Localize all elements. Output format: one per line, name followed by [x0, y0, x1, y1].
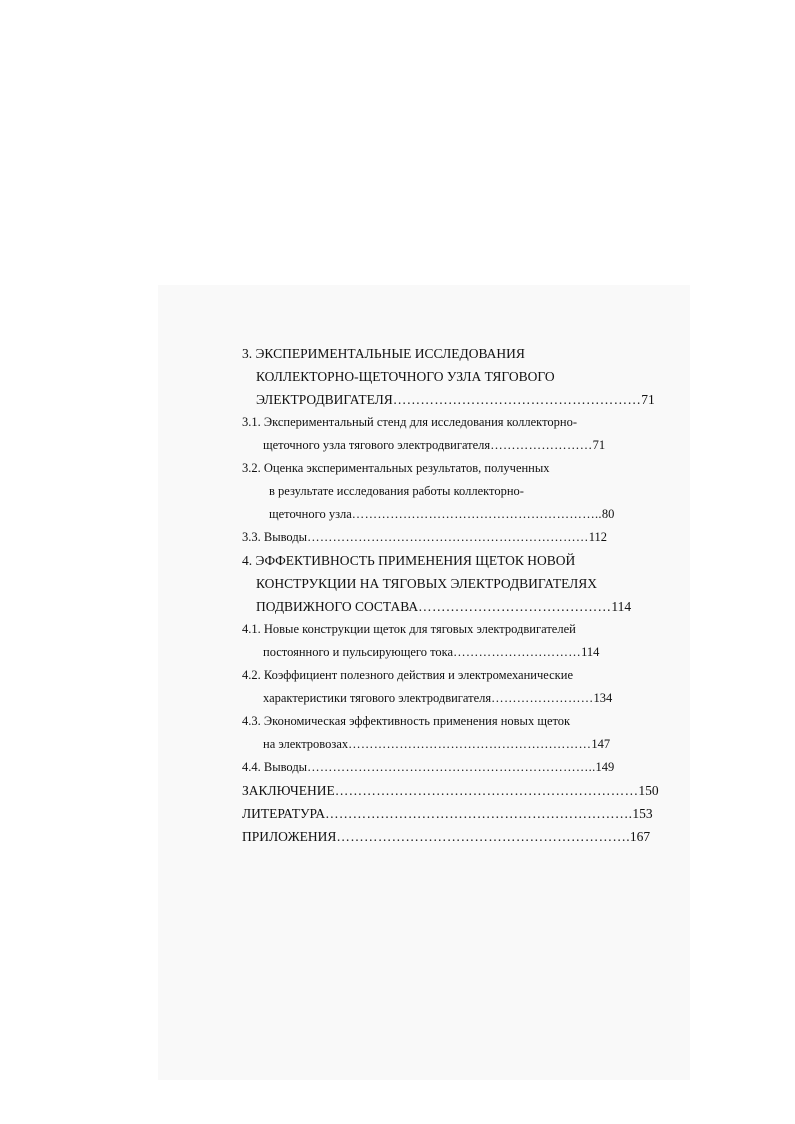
toc-text: характеристики тягового электродвигателя	[263, 691, 492, 705]
dot-leader: ………………………………………………………….	[325, 806, 633, 821]
page-number: 114	[581, 645, 600, 659]
toc-section-3-1-line-2[interactable]	[242, 434, 642, 457]
toc-chapter-3-line-3[interactable]	[242, 388, 655, 411]
toc-section-4-2-line-1	[242, 664, 642, 687]
page-number: 71	[641, 392, 655, 407]
toc-text: КОНСТРУКЦИИ НА ТЯГОВЫХ ЭЛЕКТРОДВИГАТЕЛЯХ	[256, 576, 598, 591]
toc-section-3-2-line-1	[242, 457, 642, 480]
dot-leader: …………………………………………………	[348, 737, 592, 751]
page-number: 167	[629, 829, 651, 844]
toc-text: ЗАКЛЮЧЕНИЕ	[242, 783, 335, 798]
toc-section-3-2-line-3[interactable]	[242, 503, 642, 526]
toc-chapter-4-line-3[interactable]	[242, 595, 642, 618]
toc-text: постоянного и пульсирующего тока	[263, 645, 454, 659]
toc-chapter-3-line-2	[242, 365, 642, 388]
toc-chapter-3-line-1	[242, 342, 642, 365]
toc-section-4-4[interactable]	[242, 756, 642, 779]
toc-section-4-3-line-2[interactable]	[242, 733, 642, 756]
toc-text: 4.2. Коэффициент полезного действия и электромеханические	[242, 668, 573, 682]
page-number: 153	[632, 806, 653, 821]
toc-text: 4. ЭФФЕКТИВНОСТЬ ПРИМЕНЕНИЯ ЩЕТОК НОВОЙ	[242, 553, 576, 568]
toc-text: 4.4. Выводы	[242, 760, 308, 774]
toc-text: ПОДВИЖНОГО СОСТАВА	[256, 599, 419, 614]
toc-text: ЛИТЕРАТУРА	[242, 806, 326, 821]
dot-leader: ……………………	[491, 691, 594, 705]
toc-section-4-1-line-2[interactable]	[242, 641, 642, 664]
toc-text: 3.2. Оценка экспериментальных результатов, полученных	[242, 461, 550, 475]
toc-chapter-4-line-1	[242, 549, 642, 572]
toc-text: в результате исследования работы коллекторно-	[269, 484, 524, 498]
toc-section-3-1-line-1	[242, 411, 642, 434]
dot-leader: …………………………………………………..	[351, 507, 602, 521]
toc-section-3-3[interactable]	[242, 526, 642, 549]
dot-leader: ……………………………………………………….	[336, 829, 630, 844]
toc-literature[interactable]	[242, 802, 653, 825]
dot-leader: …………………………………………………………	[307, 530, 589, 544]
toc-section-4-2-line-2[interactable]	[242, 687, 642, 710]
toc-text: 3.1. Экспериментальный стенд для исследования коллекторно-	[242, 415, 577, 429]
toc-section-4-1-line-1	[242, 618, 642, 641]
toc-chapter-4-line-2	[242, 572, 642, 595]
toc-text: щеточного узла	[269, 507, 352, 521]
toc-text: ЭЛЕКТРОДВИГАТЕЛЯ	[256, 392, 393, 407]
toc-text: ПРИЛОЖЕНИЯ	[242, 829, 337, 844]
toc-text: 3.3. Выводы	[242, 530, 308, 544]
dot-leader: ……………………………………	[418, 599, 612, 614]
toc-section-4-3-line-1	[242, 710, 642, 733]
page-number: 134	[593, 691, 613, 705]
toc-text: 3. ЭКСПЕРИМЕНТАЛЬНЫЕ ИССЛЕДОВАНИЯ	[242, 346, 525, 361]
dot-leader: …………………………………………………………	[334, 783, 639, 798]
toc-conclusion[interactable]	[242, 779, 659, 802]
page-number: 112	[588, 530, 607, 544]
toc-text: на электровозах	[263, 737, 349, 751]
toc-text: щеточного узла тягового электродвигателя	[263, 438, 491, 452]
toc-text: 4.1. Новые конструкции щеток для тяговых электродвигателей	[242, 622, 576, 636]
dot-leader: ……………………	[490, 438, 593, 452]
toc-text: 4.3. Экономическая эффективность применения новых щеток	[242, 714, 571, 728]
toc-appendices[interactable]	[242, 825, 651, 848]
dot-leader: …………………………………………………………..	[307, 760, 596, 774]
page-number: 147	[591, 737, 611, 751]
toc-section-3-2-line-2	[242, 480, 642, 503]
page-number: 150	[638, 783, 659, 798]
page-number: 80	[601, 507, 615, 521]
page-number: 71	[592, 438, 606, 452]
table-of-contents	[242, 342, 659, 848]
page-number: 149	[595, 760, 615, 774]
dot-leader: …………………………	[453, 645, 582, 659]
page-number: 114	[611, 599, 632, 614]
dot-leader: ………………………………………………	[392, 392, 642, 407]
toc-text: КОЛЛЕКТОРНО-ЩЕТОЧНОГО УЗЛА ТЯГОВОГО	[256, 369, 555, 384]
